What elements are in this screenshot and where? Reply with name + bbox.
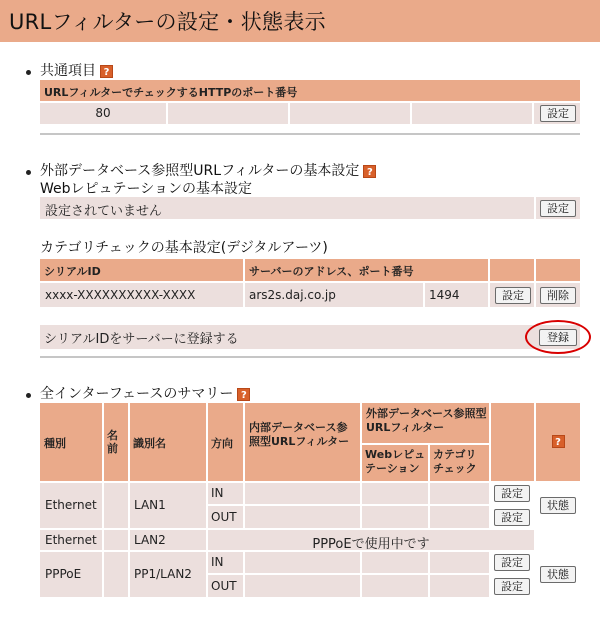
server-header: サーバーのアドレス、ポート番号: [245, 259, 488, 281]
header-help-cell: [536, 403, 580, 481]
common-section-title: [40, 60, 113, 80]
row2-note: PPPoEで使用中です: [208, 530, 534, 550]
row3-out-set-button[interactable]: 設定: [494, 578, 530, 595]
row1-status-button[interactable]: 状態: [540, 497, 576, 514]
port-value: 80: [40, 103, 166, 124]
row1-in-set-button[interactable]: 設定: [494, 485, 530, 502]
col-web-rep-header: Webレピュテーション: [362, 445, 428, 481]
web-rep-status: 設定されていません: [40, 197, 534, 219]
summary-title-text: 全インターフェースのサマリー: [40, 386, 234, 402]
empty-cell: [245, 552, 360, 573]
web-rep-set-button[interactable]: 設定: [540, 200, 576, 217]
row1-out-set-button[interactable]: 設定: [494, 509, 530, 526]
header-blank: [490, 259, 534, 281]
col-external-header: 外部データベース参照型URLフィルター: [362, 403, 489, 443]
row1-dir-in: IN: [208, 483, 243, 504]
server-port-value: 1494: [425, 283, 488, 307]
header-blank: [491, 403, 534, 481]
server-value: ars2s.daj.co.jp: [245, 283, 423, 307]
row3-in-set-button[interactable]: 設定: [494, 554, 530, 571]
category-delete-button[interactable]: 削除: [540, 287, 576, 304]
row3-dir-out: OUT: [208, 575, 243, 597]
serial-value: xxxx-XXXXXXXXXX-XXXX: [40, 283, 243, 307]
empty-cell: [430, 552, 489, 573]
bullet: [26, 70, 31, 75]
row2-type: Ethernet: [40, 530, 102, 550]
external-section-title: [40, 160, 376, 180]
category-set-button[interactable]: 設定: [495, 287, 531, 304]
col-name-header: 名前: [104, 403, 128, 481]
empty-cell: [245, 506, 360, 528]
help-icon[interactable]: ?: [237, 388, 250, 401]
title-bar: [0, 0, 600, 42]
col-ident-header: 識別名: [130, 403, 206, 481]
common-title-text: 共通項目: [40, 63, 96, 79]
help-icon[interactable]: ?: [552, 435, 565, 448]
register-text: シリアルIDをサーバーに登録する: [44, 332, 239, 347]
empty-cell: [430, 575, 489, 597]
row3-ident: PP1/LAN2: [130, 552, 206, 597]
button-cell: [536, 530, 580, 550]
help-icon[interactable]: ?: [363, 165, 376, 178]
empty-cell: [362, 483, 428, 504]
row3-status-button[interactable]: 状態: [540, 566, 576, 583]
row1-name: [104, 483, 128, 528]
col-internal-header: 内部データベース参照型URLフィルター: [245, 403, 360, 481]
row1-ident: LAN1: [130, 483, 206, 528]
col-type-header: 種別: [40, 403, 102, 481]
web-rep-title: Webレピュテーションの基本設定: [40, 181, 252, 197]
register-button[interactable]: 登録: [539, 329, 577, 346]
bullet: [26, 393, 31, 398]
row1-type: Ethernet: [40, 483, 102, 528]
empty-cell: [362, 552, 428, 573]
row2-name: [104, 530, 128, 550]
empty-cell: [245, 483, 360, 504]
category-title: カテゴリチェックの基本設定(デジタルアーツ): [40, 240, 328, 256]
row3-dir-in: IN: [208, 552, 243, 573]
summary-section-title: [40, 383, 250, 403]
divider: [40, 356, 580, 358]
divider: [40, 133, 580, 135]
empty-cell: [362, 506, 428, 528]
col-category-header: カテゴリチェック: [430, 445, 489, 481]
row2-ident: LAN2: [130, 530, 206, 550]
empty-cell: [168, 103, 288, 124]
external-title-text: 外部データベース参照型URLフィルターの基本設定: [40, 163, 360, 179]
help-icon[interactable]: ?: [100, 65, 113, 78]
empty-cell: [362, 575, 428, 597]
col-dir-header: 方向: [208, 403, 243, 481]
highlight-circle: [525, 320, 591, 354]
empty-cell: [430, 506, 489, 528]
empty-cell: [290, 103, 410, 124]
page-title: URLフィルターの設定・状態表示: [9, 10, 326, 34]
port-header: URLフィルターでチェックするHTTPのポート番号: [40, 80, 580, 101]
row3-name: [104, 552, 128, 597]
bullet: [26, 170, 31, 175]
row1-dir-out: OUT: [208, 506, 243, 528]
empty-cell: [245, 575, 360, 597]
port-set-button[interactable]: 設定: [540, 105, 576, 122]
empty-cell: [430, 483, 489, 504]
register-row: [40, 325, 580, 349]
serial-header: シリアルID: [40, 259, 243, 281]
empty-cell: [412, 103, 532, 124]
row3-type: PPPoE: [40, 552, 102, 597]
header-blank: [536, 259, 580, 281]
